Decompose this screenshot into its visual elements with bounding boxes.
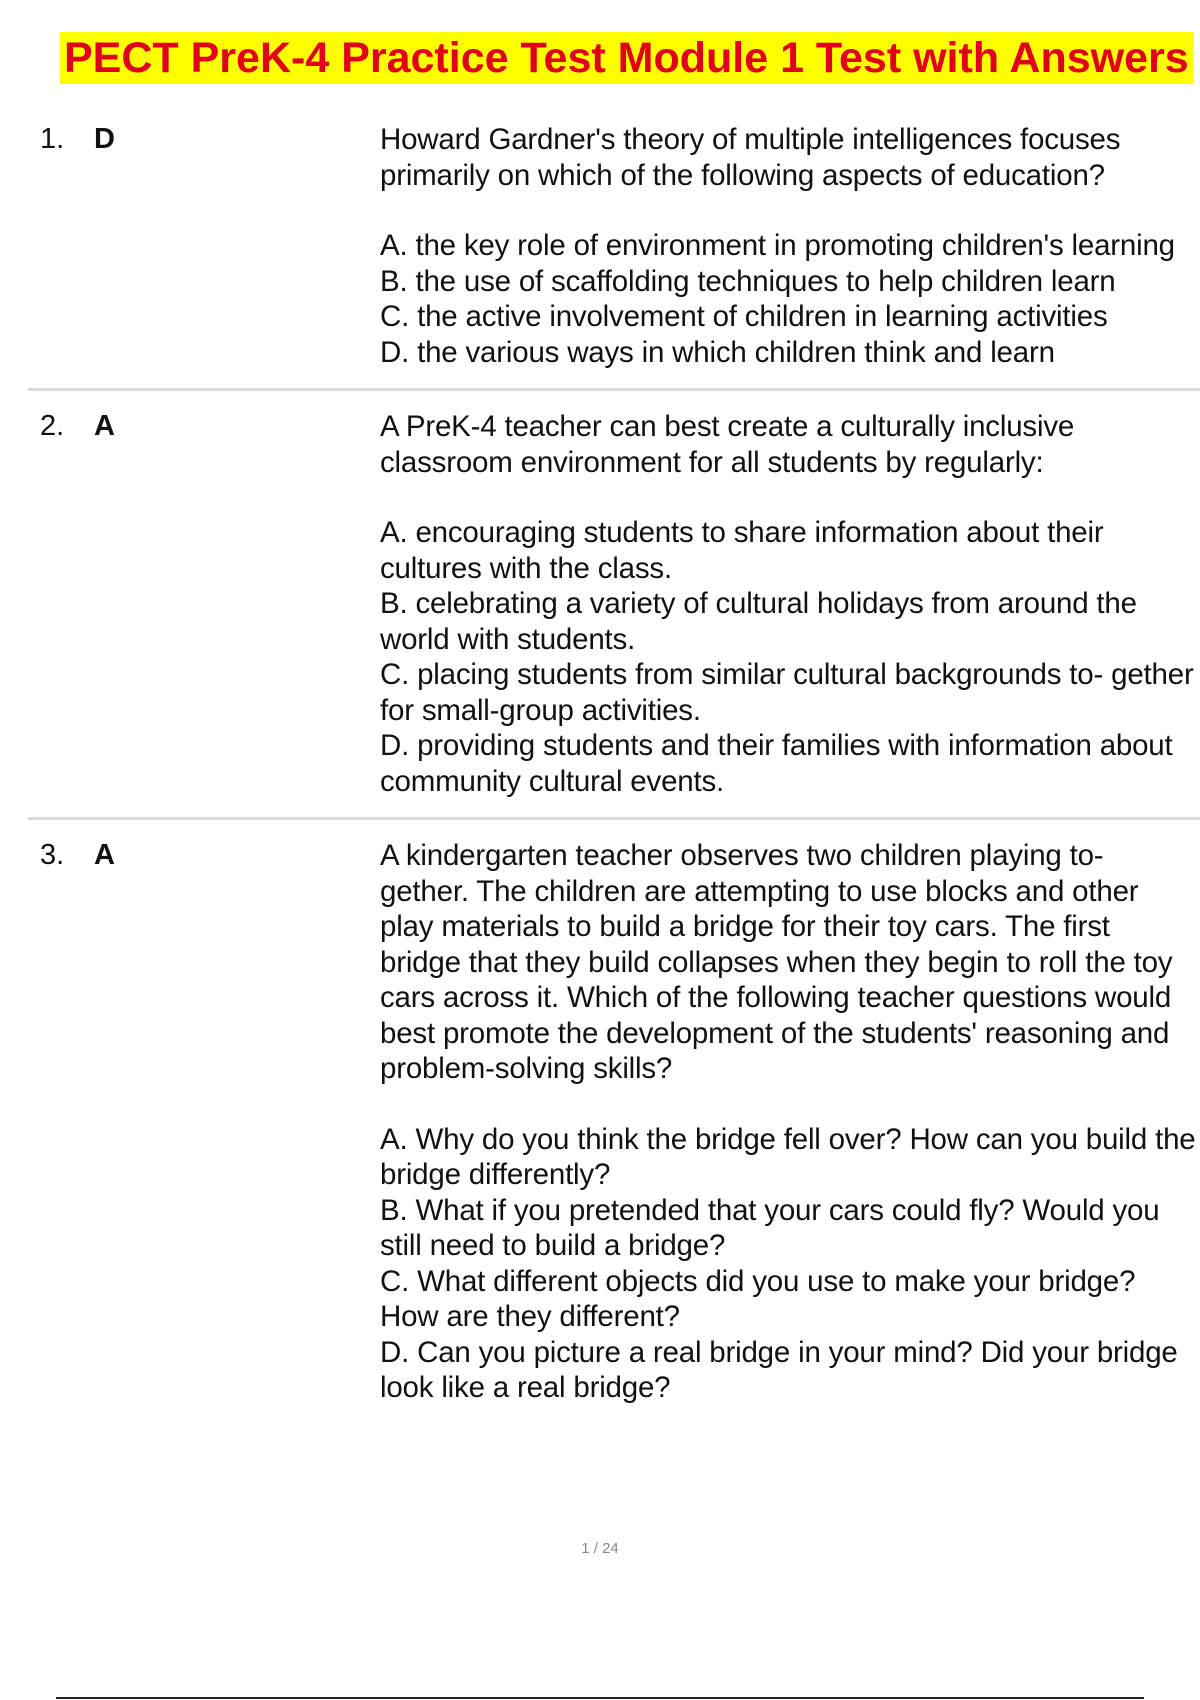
option-b: B. What if you pretended that your cars could fly? Would you still need to build a bridge? (380, 1193, 1160, 1262)
question-row (28, 409, 1200, 820)
question-text: Howard Gardner's theory of multiple intelligences focuses primarily on which of the following aspects of education? (380, 123, 1121, 192)
option-d: D. Can you picture a real bridge in your mind? Did your bridge look like a real bridge? (380, 1335, 1178, 1404)
question-number: 2. (40, 410, 65, 442)
question-list (28, 122, 1200, 1442)
page-divider (56, 1697, 1144, 1699)
option-a: A. the key role of environment in promoting children's learning (380, 229, 1175, 262)
question-number: 3. (40, 839, 65, 871)
option-c: C. the active involvement of children in learning activities (380, 300, 1108, 333)
option-a: A. encouraging students to share information about their cultures with the class. (380, 516, 1104, 585)
option-c: C. placing students from similar cultural backgrounds to- gether for small-group activities. (380, 658, 1194, 727)
question-number: 1. (40, 123, 65, 155)
document-title: PECT PreK-4 Practice Test Module 1 Test with Answers (60, 32, 1193, 84)
option-d: D. the various ways in which children think and learn (380, 335, 1055, 369)
question-body (380, 838, 1196, 1406)
option-c: C. What different objects did you use to make your bridge? How are they different? (380, 1264, 1136, 1333)
page-number: 1 / 24 (581, 1540, 619, 1557)
option-b: B. celebrating a variety of cultural holidays from around the world with students. (380, 587, 1137, 656)
question-text: A kindergarten teacher observes two children playing to- gether. The children are attempting to use blocks and other play materials to build a bridge for their toy cars. The first bridge that they build collapses when they begin to roll the toy cars across it. Which of the following teacher questions would best promote the development of the students' reasoning and problem-solving skills? (380, 839, 1173, 1085)
answer-key: A (94, 839, 115, 871)
option-d: D. providing students and their families with information about community cultural events. (380, 729, 1173, 798)
option-a: A. Why do you think the bridge fell over? How can you build the bridge differently? (380, 1122, 1196, 1191)
title-container (60, 32, 1189, 84)
question-text: A PreK-4 teacher can best create a culturally inclusive classroom environment for all students by regularly: (380, 410, 1075, 479)
answer-key: D (94, 123, 115, 155)
question-row (28, 838, 1200, 1424)
answer-key: A (94, 410, 115, 442)
question-body (380, 122, 1196, 370)
option-b: B. the use of scaffolding techniques to help children learn (380, 264, 1116, 298)
question-row (28, 122, 1200, 391)
question-body (380, 409, 1196, 799)
